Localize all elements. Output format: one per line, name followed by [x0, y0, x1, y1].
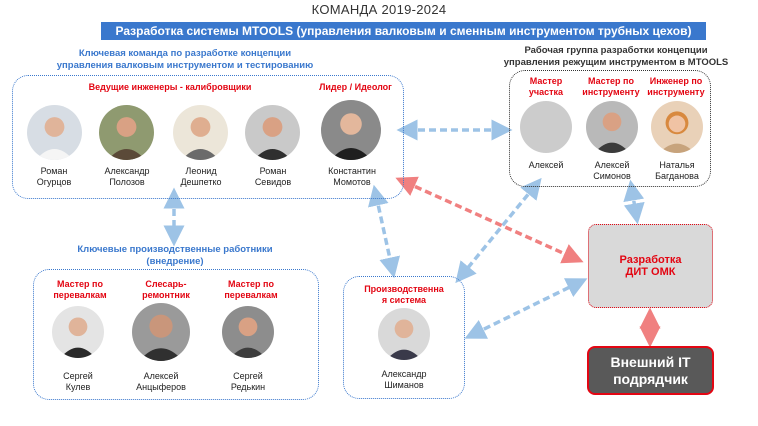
member-name: Александр Шиманов — [381, 369, 427, 390]
member-name: Сергей Кулев — [63, 371, 93, 392]
production-caption: Ключевые производственные работники (внедрение) — [77, 244, 273, 267]
avatar-placeholder — [520, 101, 572, 153]
arrow-working-group-to-production-system — [462, 186, 535, 275]
member-name: Алексей — [528, 160, 564, 170]
avatar — [99, 105, 154, 160]
member-name: Алексей Анцыферов — [136, 371, 186, 392]
working-group-caption: Рабочая группа разработки концепции управления режущим инструментом в MTOOLS — [503, 45, 729, 68]
member-role: Мастер по перевалкам — [224, 279, 278, 300]
member-name: Алексей Симонов — [593, 160, 631, 181]
member-name: Сергей Редькин — [230, 371, 266, 392]
project-banner: Разработка системы MTOOLS (управления валковым и сменным инструментом трубных цехов) — [101, 22, 706, 40]
core-team-caption: Ключевая команда по разработке концепции управления валковым инструментом и тестированию — [56, 48, 314, 71]
member-role: Слесарь- ремонтник — [142, 279, 190, 300]
external-contractor-box: Внешний IT подрядчик — [587, 346, 714, 395]
avatar — [245, 105, 300, 160]
engineers-role-label: Ведущие инженеры - калибровщики — [88, 82, 252, 92]
production-system-role: Производственна я система — [364, 284, 444, 305]
avatar — [378, 308, 430, 360]
member-role: Инженер по инструменту — [647, 76, 705, 97]
member-role: Мастер по инструменту — [582, 76, 640, 97]
arrow-production-system-to-dit — [474, 283, 578, 334]
team-title: КОМАНДА 2019-2024 — [311, 2, 447, 17]
arrow-core-to-dit — [405, 182, 574, 258]
arrow-core-to-production-system — [376, 195, 392, 268]
avatar — [27, 105, 82, 160]
member-role: Мастер участка — [528, 76, 564, 97]
member-role: Мастер по перевалкам — [53, 279, 107, 300]
member-name: Леонид Дешпетко — [180, 166, 222, 187]
avatar — [321, 100, 381, 160]
member-name: Александр Полозов — [104, 166, 150, 187]
dit-omk-box: Разработка ДИТ ОМК — [588, 224, 713, 308]
member-name: Наталья Багданова — [655, 160, 699, 181]
avatar — [173, 105, 228, 160]
member-name: Роман Севидов — [254, 166, 292, 187]
avatar — [222, 306, 274, 358]
avatar — [651, 101, 703, 153]
avatar — [132, 303, 190, 361]
avatar — [586, 101, 638, 153]
member-name: Роман Огурцов — [36, 166, 72, 187]
arrow-working-group-to-dit — [632, 190, 636, 214]
avatar — [52, 306, 104, 358]
member-name: Константин Момотов — [328, 166, 376, 187]
leader-role-label: Лидер / Идеолог — [319, 82, 392, 92]
